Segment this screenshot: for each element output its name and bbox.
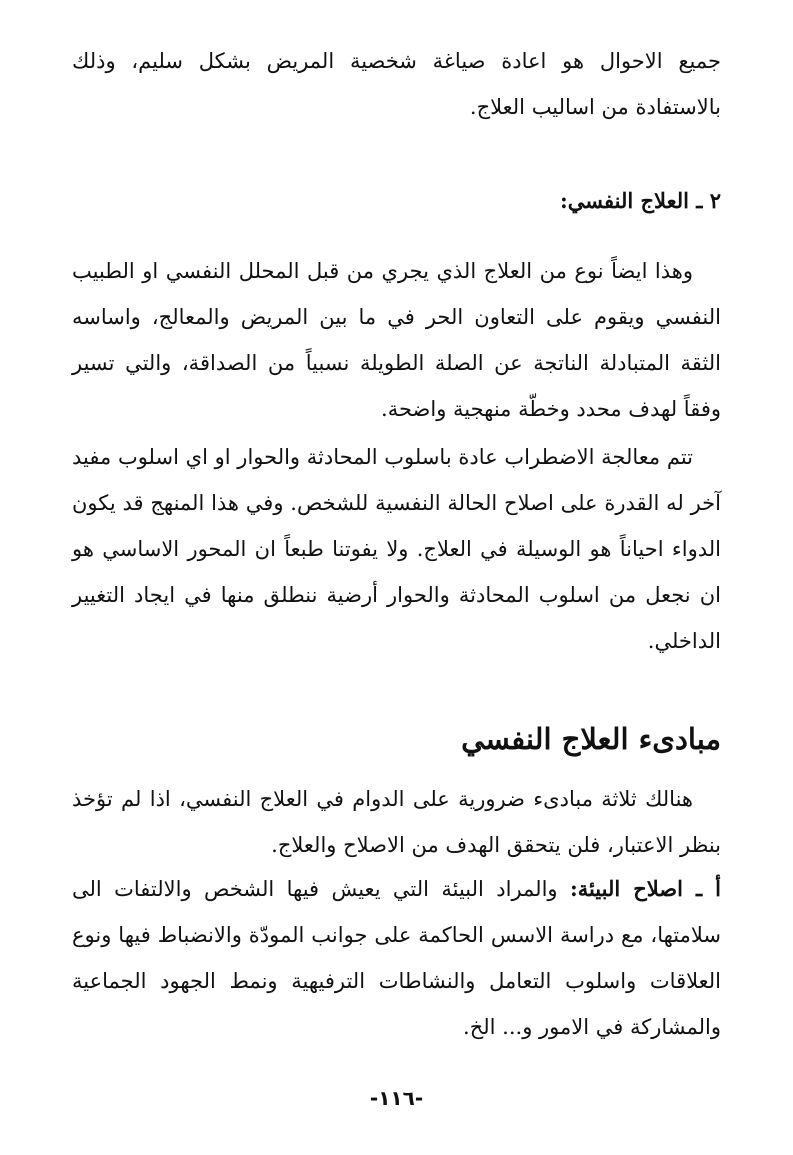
- section-heading-principles: مبادىء العلاج النفسي: [461, 722, 721, 756]
- section-heading-psychotherapy: ٢ ـ العلاج النفسي:: [560, 188, 721, 213]
- paragraph-body-text: والمراد البيئة التي يعيش فيها الشخص والالتفات الى سلامتها، مع دراسة الاسس الحاكمة على جوانب المودّة والانضباط فيها ونوع العلاقات واسلوب التعامل والنشاطات الترفيهية ونمط الجهود الجماعية والمشاركة في الامور و... الخ.: [72, 877, 721, 1039]
- paragraph-principles-intro: هنالك ثلاثة مبادىء ضرورية على الدوام في العلاج النفسي، اذا لم تؤخذ بنظر الاعتبار، فلن يتحقق الهدف من الاصلاح والعلاج.: [72, 787, 721, 857]
- paragraph-psychotherapy-definition: وهذا ايضاً نوع من العلاج الذي يجري من قبل المحلل النفسي او الطبيب النفسي ويقوم على التعاون الحر في ما بين المريض والمعالج، واساسه الثقة المتبادلة الناتجة عن الصلة الطويلة نسبياً من الصداقة، والتي تسير وفقاً لهدف محدد وخطّة منهجية واضحة.: [72, 259, 721, 421]
- page-number: -١١٦-: [369, 1086, 424, 1110]
- paragraph-lead-label: أ ـ اصلاح البيئة:: [569, 876, 721, 901]
- book-page: [72, 38, 721, 1155]
- paragraph-continuation: جميع الاحوال هو اعادة صياغة شخصية المريض بشكل سليم، وذلك بالاستفادة من اساليب العلاج.: [72, 49, 721, 119]
- paragraph-environment-reform: [72, 866, 721, 1050]
- paragraph-treatment-method: تتم معالجة الاضطراب عادة باسلوب المحادثة والحوار او اي اسلوب مفيد آخر له القدرة على اصلاح الحالة النفسية للشخص. وفي هذا المنهج قد يكون الدواء احياناً هو الوسيلة في العلاج. ولا يفوتنا طبعاً ان المحور الاساسي هو ان نجعل من اسلوب المحادثة والحوار أرضية ننطلق منها في ايجاد التغيير الداخلي.: [72, 445, 721, 653]
